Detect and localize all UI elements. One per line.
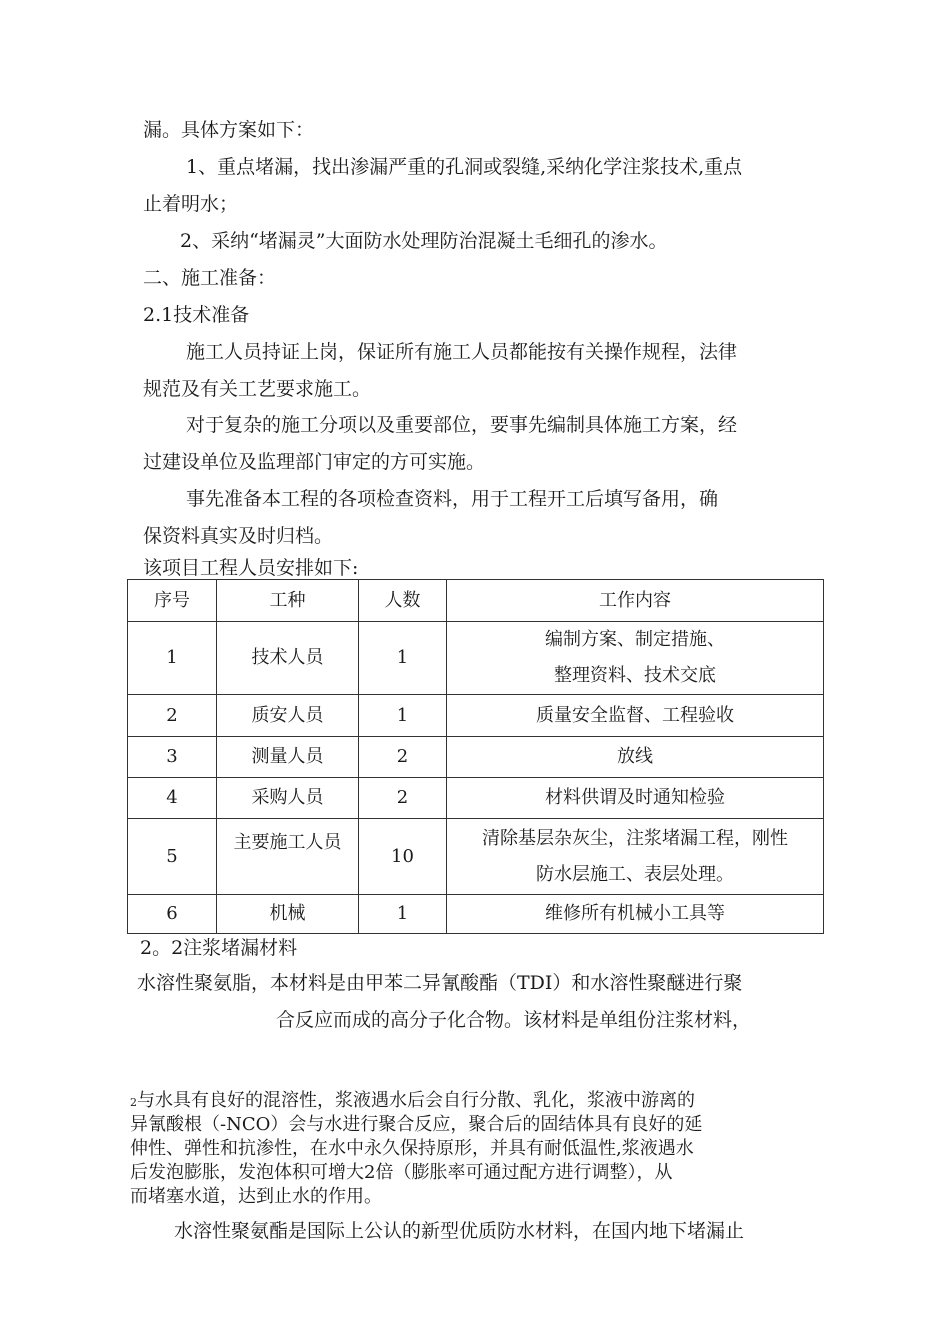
cell-type: 测量人员 [217, 737, 359, 778]
paragraph: 对于复杂的施工分项以及重要部位，要事先编制具体施工方案，经 [186, 414, 738, 436]
table-row [128, 778, 824, 819]
paragraph [130, 1090, 695, 1114]
cell-no: 4 [128, 778, 217, 819]
paragraph: 水溶性聚氨酯是国际上公认的新型优质防水材料，在国内地下堵漏止 [174, 1220, 745, 1242]
col-header-type: 工种 [217, 580, 359, 622]
table-row [128, 695, 824, 737]
cell-type: 机械 [217, 895, 359, 934]
paragraph-cont: 过建设单位及监理部门审定的方可实施。 [143, 451, 486, 473]
cell-work-line: 清除基层杂灰尘，注浆堵漏工程，刚性 [482, 827, 788, 849]
cell-work-line: 防水层施工、表层处理。 [536, 863, 734, 885]
paragraph-cont: 而堵塞水道，达到止水的作用。 [130, 1186, 382, 1207]
paragraph-cont: 保资料真实及时归档。 [143, 525, 334, 547]
cell-work: 材料供谓及时通知检验 [447, 778, 824, 819]
paragraph-cont: 异氰酸根（-NCO）会与水进行聚合反应，聚合后的固结体具有良好的延 [130, 1114, 703, 1135]
table-row [128, 819, 824, 895]
col-header-count: 人数 [359, 580, 447, 622]
subsection-heading: 2.1技术准备 [143, 304, 250, 326]
subsection-heading: 2。2注浆堵漏材料 [140, 937, 298, 959]
cell-work: 放线 [447, 737, 824, 778]
table-intro: 该项目工程人员安排如下: [143, 557, 359, 579]
intro-line: 漏。具体方案如下： [143, 119, 315, 141]
col-header-work: 工作内容 [447, 580, 824, 622]
cell-type: 质安人员 [217, 695, 359, 737]
cell-type: 主要施工人员 [217, 819, 359, 895]
plan-item-1-cont: 止着明水； [143, 193, 239, 215]
paragraph-text: 与水具有良好的混溶性，浆液遇水后会自行分散、乳化，浆液中游离的 [137, 1090, 695, 1111]
cell-work: 维修所有机械小工具等 [447, 895, 824, 934]
cell-type: 技术人员 [217, 622, 359, 695]
paragraph: 施工人员持证上岗，保证所有施工人员都能按有关操作规程，法律 [186, 341, 738, 363]
cell-no: 2 [128, 695, 217, 737]
superscript-mark: 2 [130, 1096, 137, 1109]
section-heading: 二、施工准备： [143, 267, 277, 289]
cell-count: 10 [359, 819, 447, 895]
paragraph-cont: 合反应而成的高分子化合物。该材料是单组份注浆材料， [276, 1009, 752, 1031]
paragraph-cont: 后发泡膨胀，发泡体积可增大2倍（膨胀率可通过配方进行调整），从 [130, 1162, 673, 1183]
cell-work-line: 编制方案、制定措施、 [545, 629, 725, 650]
cell-count: 2 [359, 737, 447, 778]
cell-work: 质量安全监督、工程验收 [447, 695, 824, 737]
cell-count: 1 [359, 895, 447, 934]
staff-table [127, 579, 824, 934]
cell-no: 5 [128, 819, 217, 895]
cell-no: 3 [128, 737, 217, 778]
paragraph-cont: 伸性、弹性和抗渗性，在水中永久保持原形，并具有耐低温性,浆液遇水 [130, 1138, 694, 1159]
cell-count: 1 [359, 622, 447, 695]
cell-work-line: 整理资料、技术交底 [554, 665, 716, 686]
cell-work [447, 819, 824, 895]
table-row [128, 737, 824, 778]
paragraph: 事先准备本工程的各项检查资料，用于工程开工后填写备用，确 [186, 488, 719, 510]
cell-count: 2 [359, 778, 447, 819]
plan-item-2: 2、采纳“堵漏灵”大面防水处理防治混凝土毛细孔的渗水。 [180, 230, 668, 252]
paragraph-cont: 规范及有关工艺要求施工。 [143, 378, 372, 400]
col-header-no: 序号 [128, 580, 217, 622]
table-row [128, 895, 824, 934]
table-header-row [128, 580, 824, 622]
cell-no: 1 [128, 622, 217, 695]
plan-item-1: 1、重点堵漏，找出渗漏严重的孔洞或裂缝,采纳化学注浆技术,重点 [186, 156, 743, 178]
cell-type: 采购人员 [217, 778, 359, 819]
table-row [128, 622, 824, 695]
paragraph: 水溶性聚氨脂，本材料是由甲苯二异氰酸酯（TDI）和水溶性聚醚进行聚 [137, 972, 743, 994]
cell-count: 1 [359, 695, 447, 737]
cell-no: 6 [128, 895, 217, 934]
cell-work [447, 622, 824, 695]
